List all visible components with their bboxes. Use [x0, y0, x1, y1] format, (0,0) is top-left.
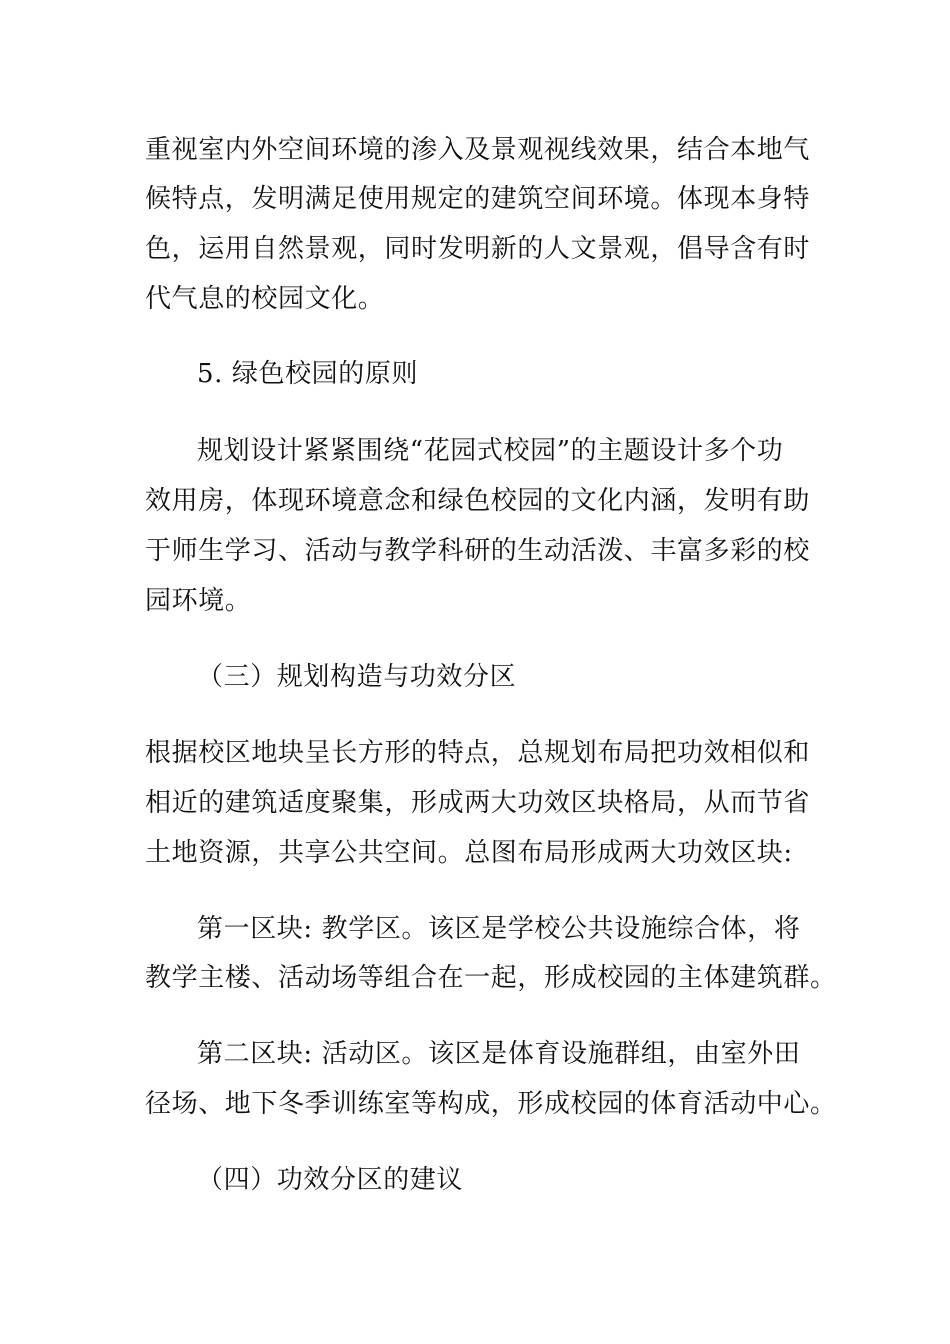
text-line: 候特点，发明满足使用规定的建筑空间环境。体现本身特 [145, 184, 811, 214]
text-line: 第二区块: 活动区。该区是体育设施群组，由室外田 [197, 1039, 801, 1069]
text-line: 重视室内外空间环境的渗入及景观视线效果，结合本地气 [145, 135, 811, 165]
text-line: 相近的建筑适度聚集，形成两大功效区块格局，从而节省 [145, 788, 811, 818]
text-line: 径场、地下冬季训练室等构成，形成校园的体育活动中心。 [145, 1089, 837, 1119]
text-line: 园环境。 [145, 586, 252, 616]
text-line: 代气息的校园文化。 [145, 284, 385, 314]
text-line: 教学主楼、活动场等组合在一起，形成校园的主体建筑群。 [145, 963, 837, 993]
text-line: 第一区块: 教学区。该区是学校公共设施综合体，将 [197, 914, 801, 944]
text-line: 土地资源，共享公共空间。总图布局形成两大功效区块: [145, 838, 793, 868]
text-line: 效用房，体现环境意念和绿色校园的文化内涵，发明有助 [145, 486, 811, 516]
text-line: 根据校区地块呈长方形的特点，总规划布局把功效相似和 [145, 738, 811, 768]
section-heading-planning-structure: （三）规划构造与功效分区 [197, 662, 517, 692]
section-heading-zoning-suggestions: （四）功效分区的建议 [197, 1165, 464, 1195]
text-line: 规划设计紧紧围绕“花园式校园”的主题设计多个功 [197, 436, 784, 466]
text-line: 于师生学习、活动与教学科研的生动活泼、丰富多彩的校 [145, 536, 811, 566]
text-line: 色，运用自然景观，同时发明新的人文景观，倡导含有时 [145, 234, 811, 264]
section-heading-green-campus: 5. 绿色校园的原则 [197, 359, 419, 389]
